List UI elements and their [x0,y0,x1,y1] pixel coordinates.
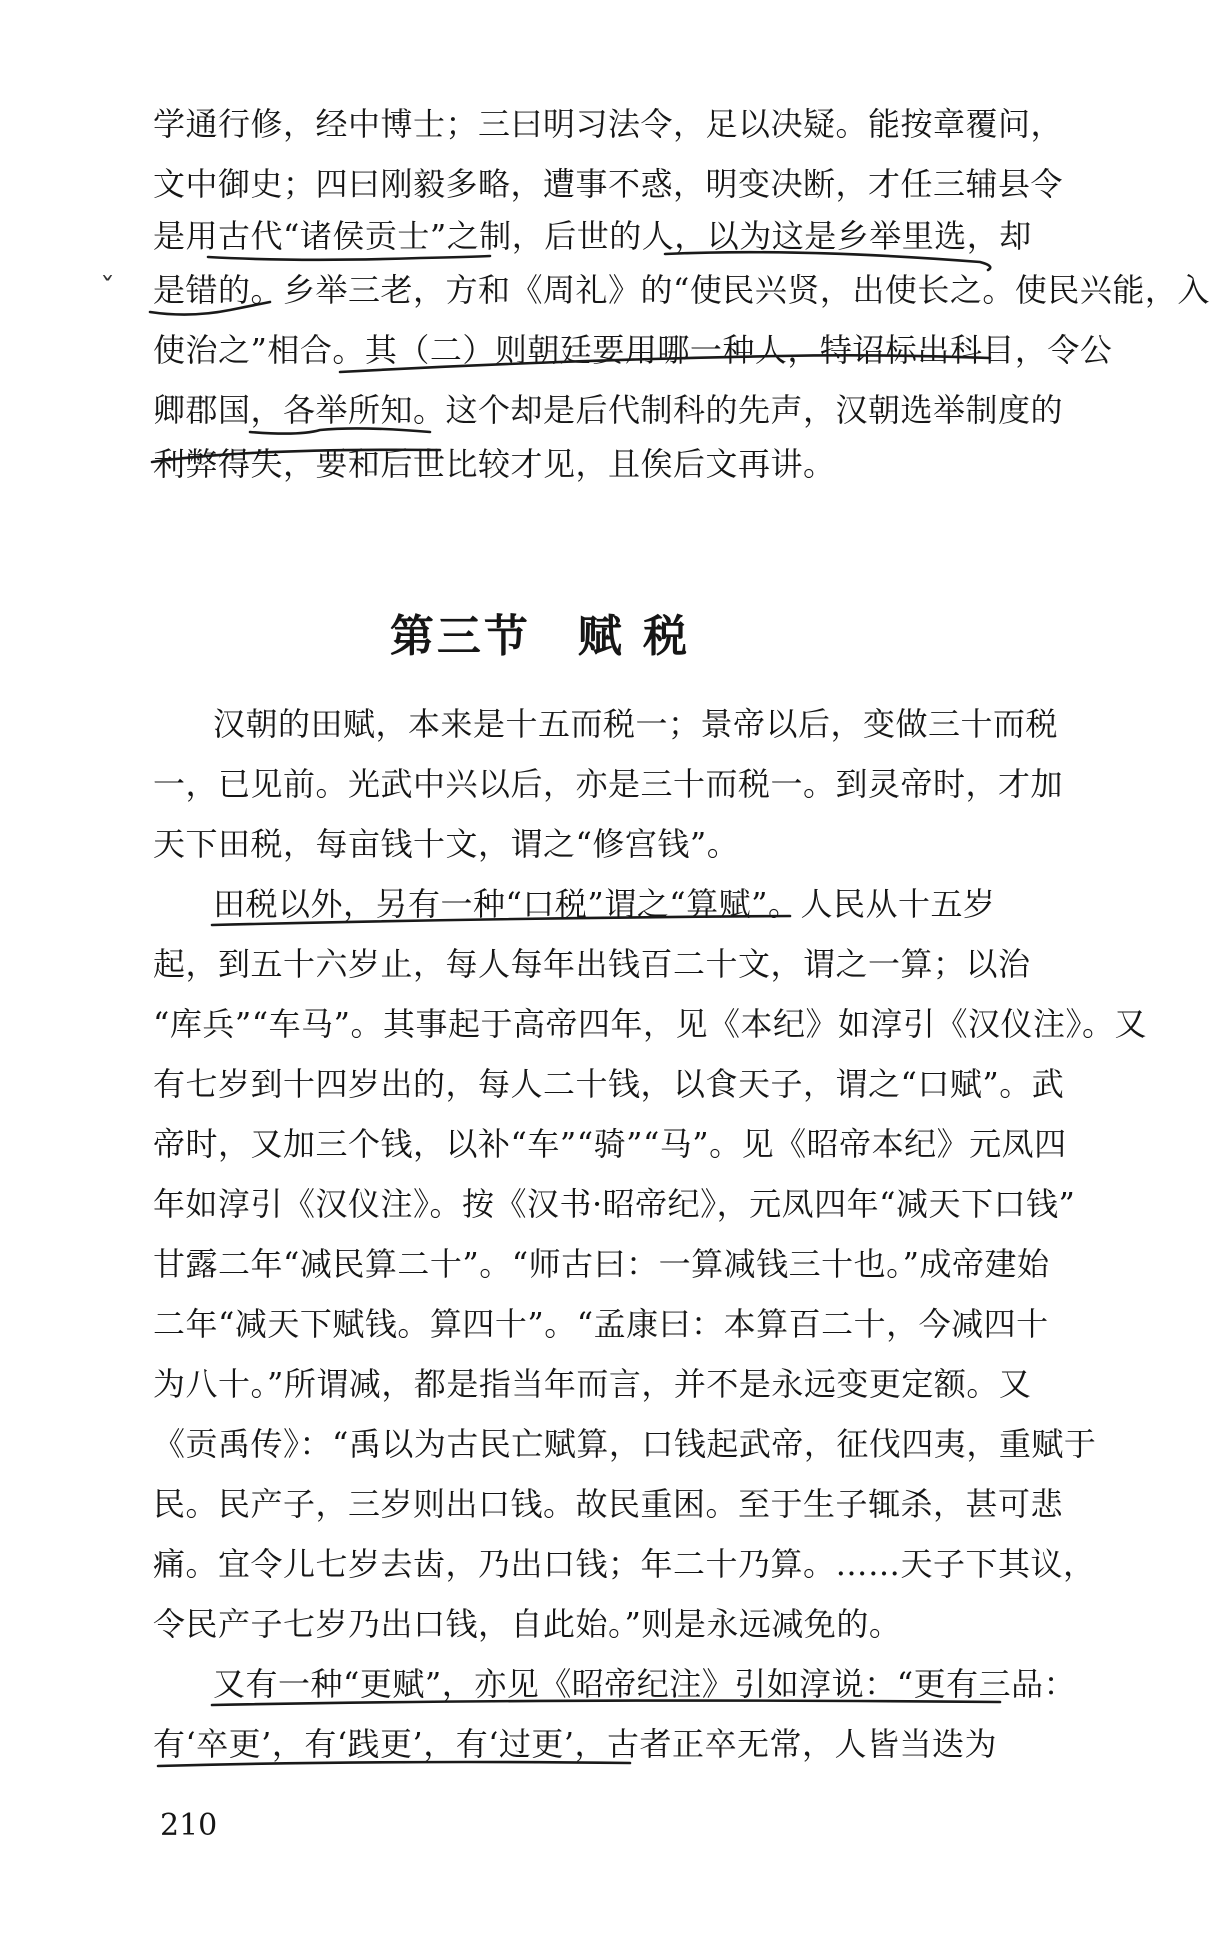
text-line: 有‘卒更’，有‘践更’，有‘过更’，古者正卒无常，人皆当迭为 [153,1725,998,1763]
text-line: 学通行修，经中博士；三曰明习法令，足以决疑。能按章覆问， [153,105,1064,143]
text-line: 是错的。乡举三老，方和《周礼》的“使民兴贤，出使长之。使民兴能，入 [153,271,1210,309]
text-line: 令民产子七岁乃出口钱，自此始。”则是永远减免的。 [153,1605,902,1643]
text-line: 卿郡国，各举所知。这个却是后代制科的先声，汉朝选举制度的 [153,391,1064,429]
text-line: 天下田税，每亩钱十文，谓之“修宫钱”。 [153,825,740,863]
margin-handwritten-mark: ˇ [100,272,115,307]
text-line: 帝时，又加三个钱，以补“车”“骑”“马”。见《昭帝本纪》元凤四 [153,1125,1067,1163]
text-line: 使治之”相合。其（二）则朝廷要用哪一种人，特诏标出科目，令公 [153,331,1113,369]
text-line: 利弊得失，要和后世比较才见，且俟后文再讲。 [153,445,836,483]
text-line: 汉朝的田赋，本来是十五而税一；景帝以后，变做三十而税 [213,705,1059,743]
text-line: 年如淳引《汉仪注》。按《汉书·昭帝纪》，元凤四年“减天下口钱” [153,1185,1076,1223]
page-number: 210 [160,1808,218,1843]
text-line: 文中御史；四曰刚毅多略，遭事不惑，明变决断，才任三辅县令 [153,165,1064,203]
text-line: 又有一种“更赋”，亦见《昭帝纪注》引如淳说：“更有三品： [213,1665,1077,1703]
text-line: 为八十。”所谓减，都是指当年而言，并不是永远变更定额。又 [153,1365,1032,1403]
section-heading: 第三节 赋 税 [389,611,691,662]
text-line: 田税以外，另有一种“口税”谓之“算赋”。人民从十五岁 [213,885,996,923]
text-line: 一，已见前。光武中兴以后，亦是三十而税一。到灵帝时，才加 [153,765,1064,803]
text-line: 起，到五十六岁止，每人每年出钱百二十文，谓之一算；以治 [153,945,1031,983]
text-line: “库兵”“车马”。其事起于高帝四年，见《本纪》如淳引《汉仪注》。又 [153,1005,1147,1043]
text-line: 是用古代“诸侯贡士”之制，后世的人，以为这是乡举里选，却 [153,217,1032,255]
text-line: 二年“减天下赋钱。算四十”。“孟康曰：本算百二十，今减四十 [153,1305,1049,1343]
text-line: 民。民产子，三岁则出口钱。故民重困。至于生子辄杀，甚可悲 [153,1485,1064,1523]
text-line: 痛。宜令儿七岁去齿，乃出口钱；年二十乃算。……天子下其议， [153,1545,1096,1583]
text-line: 有七岁到十四岁出的，每人二十钱，以食天子，谓之“口赋”。武 [153,1065,1065,1103]
text-line: 《贡禹传》：“禹以为古民亡赋算，口钱起武帝，征伐四夷，重赋于 [153,1425,1097,1463]
text-line: 甘露二年“减民算二十”。“师古曰：一算减钱三十也。”成帝建始 [153,1245,1050,1283]
